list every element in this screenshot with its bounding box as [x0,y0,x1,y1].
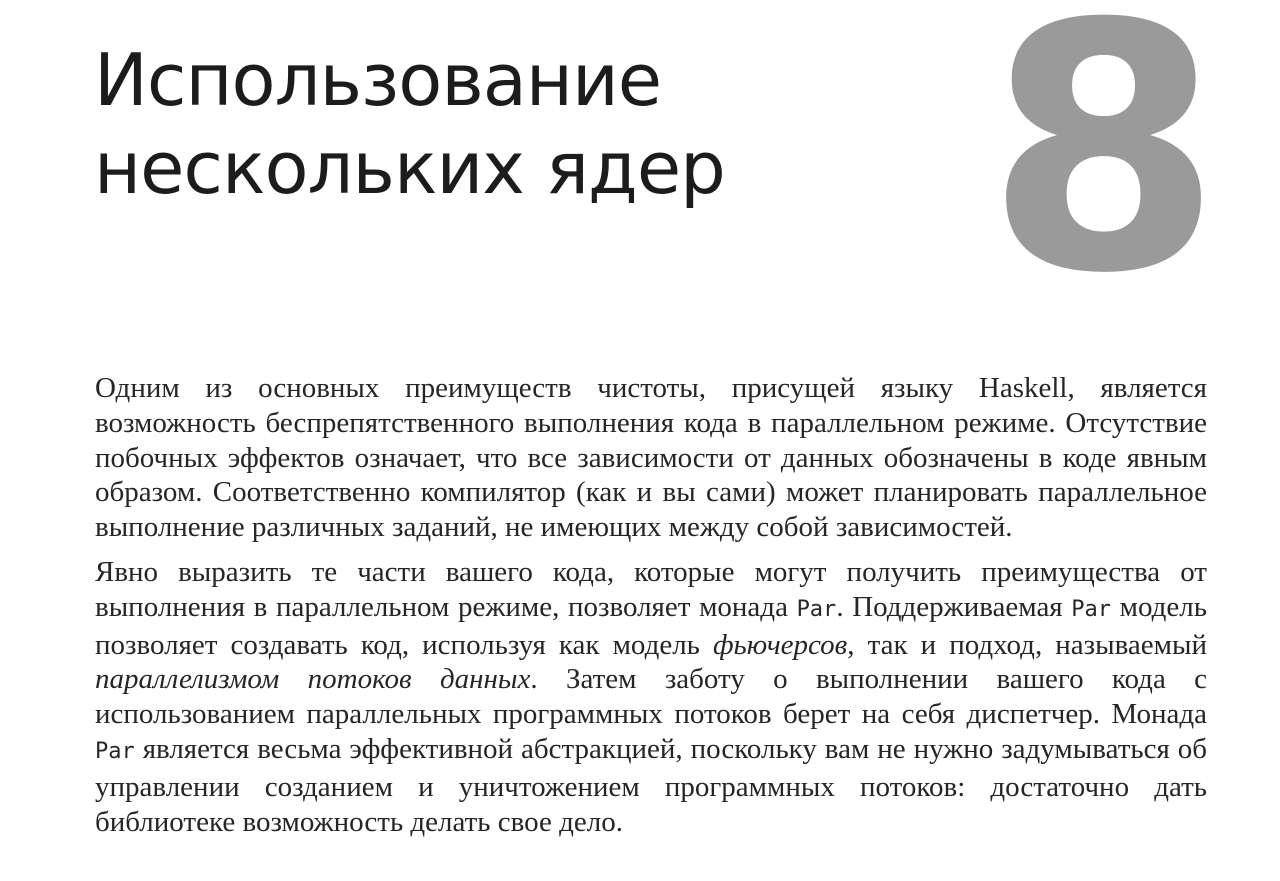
chapter-number: 8 [985,0,1222,348]
paragraph-1: Одним из основных преимуществ чистоты, присущей языку Haskell, является возможность беспрепятственного выполнения кода в параллельном режиме. Отсутствие побочных эффектов означает, что все зависимости от данных обозначены в коде явным образом. Соответственно компилятор (как и вы сами) может планировать параллельное выполнение различных заданий, не имеющих между собой зависимостей. [95,372,1207,544]
chapter-title-line-1: Использование [94,38,662,122]
chapter-title-line-2: нескольких ядер [94,126,725,210]
paragraph-2-text: . Затем заботу о выполнении вашего кода с использованием параллельных программных потоков берет на себя диспетчер. Монада [95,663,1208,731]
paragraph-2 [95,555,1207,839]
paragraph-2-text: , так и подход, называемый [847,628,1207,661]
code-par: Par [1071,596,1112,622]
chapter-title [94,36,725,212]
code-par: Par [796,596,837,622]
paragraph-2-text: модель позволяет создавать код, используя как модель [95,590,1207,661]
chapter-intro [95,371,1207,839]
term-dataflow-parallelism: параллелизмом потоков данных [95,663,531,696]
paragraph-2-text: является весьма эффективной абстракцией, поскольку вам не нужно задумываться об управлении созданием и уничтожением программных потоков: достаточно дать библиотеке возможность делать свое дело. [95,732,1207,838]
paragraph-2-text: . Поддерживаемая [836,590,1072,623]
term-futures: фьючерсов [712,628,848,661]
code-par: Par [95,738,135,764]
paragraph-2-text: Явно выразить те части вашего кода, которые могут получить преимущества от выполнения в параллельном режиме, позволяет монада [95,555,1207,623]
